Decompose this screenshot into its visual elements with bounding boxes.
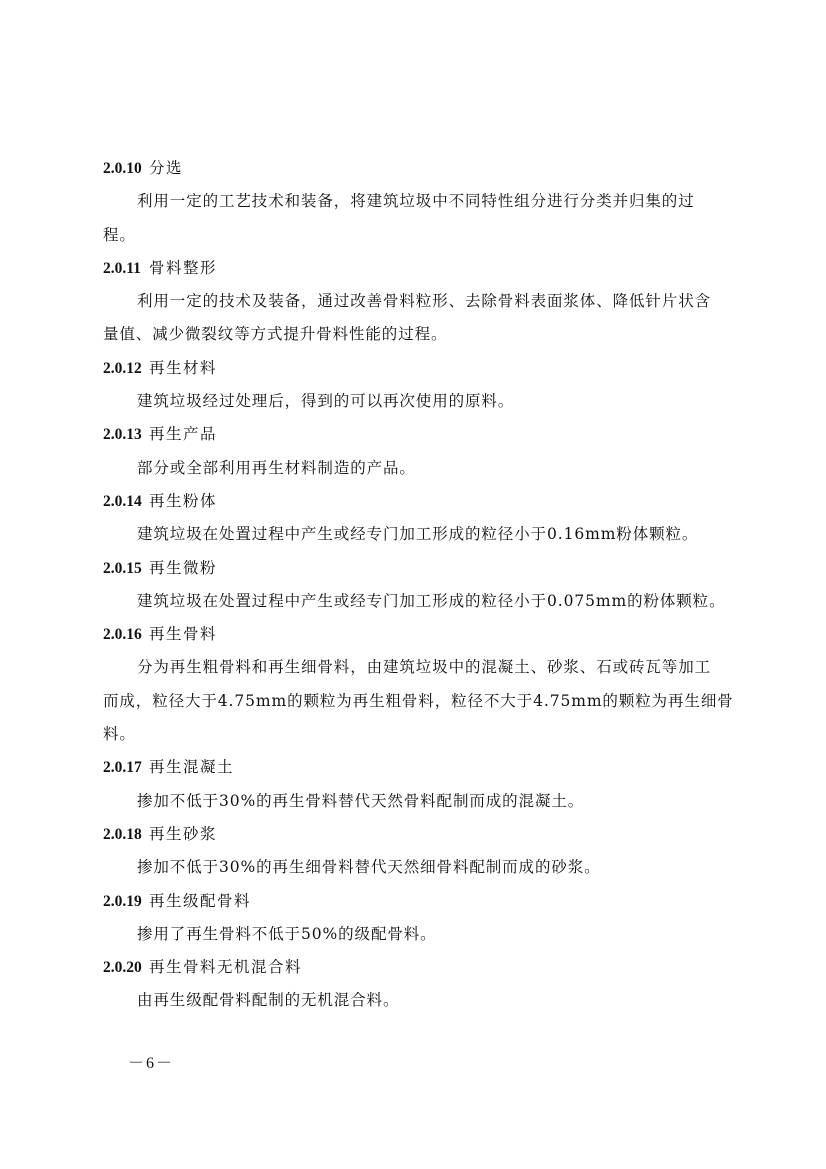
- term-heading: [103, 357, 719, 390]
- term-section: [103, 257, 719, 357]
- term-number: 2.0.19: [103, 892, 142, 910]
- term-title: 再生骨料无机混合料: [149, 958, 303, 977]
- term-title: 再生产品: [149, 425, 218, 444]
- term-number: 2.0.20: [103, 959, 142, 977]
- term-section: [103, 823, 719, 890]
- term-section: [103, 557, 726, 624]
- definition-line: 部分或全部利用再生材料制造的产品。: [137, 458, 416, 477]
- definition-line: 料。: [103, 725, 136, 744]
- definition-line: 建筑垃圾经过处理后，得到的可以再次使用的原料。: [137, 392, 515, 411]
- term-number: 2.0.14: [103, 492, 142, 510]
- term-title: 再生级配骨料: [149, 891, 252, 910]
- definition-line: 程。: [103, 225, 136, 244]
- definition-line: 掺加不低于30%的再生细骨料替代天然细骨料配制而成的砂浆。: [137, 858, 601, 877]
- term-heading: [103, 257, 719, 290]
- term-section: [103, 956, 719, 1023]
- document-body: [103, 157, 734, 1023]
- definition-line: 量值、减少微裂纹等方式提升骨料性能的过程。: [103, 325, 448, 344]
- definition-line: 由再生级配骨料配制的无机混合料。: [137, 991, 400, 1010]
- term-number: 2.0.10: [103, 160, 142, 177]
- definition-line: 而成，粒径大于4.75mm的颗粒为再生粗骨料，粒径不大于4.75mm的颗粒为再生细骨: [103, 691, 734, 710]
- term-section: [103, 357, 719, 424]
- term-title: 骨料整形: [149, 258, 218, 277]
- term-title: 再生砂浆: [149, 824, 218, 843]
- term-section: [103, 423, 719, 490]
- term-title: 再生混凝土: [149, 758, 235, 777]
- page-number: －6－: [128, 1055, 175, 1072]
- term-heading: [103, 557, 719, 590]
- term-section: [103, 756, 719, 823]
- term-heading: [103, 956, 719, 989]
- term-number: 2.0.12: [103, 359, 142, 377]
- term-section: [103, 623, 734, 756]
- term-heading: [103, 756, 719, 789]
- definition-line: 分为再生粗骨料和再生细骨料，由建筑垃圾中的混凝土、砂浆、石或砖瓦等加工: [137, 658, 712, 677]
- term-heading: [103, 423, 719, 456]
- term-heading: [103, 490, 719, 523]
- term-section: [103, 490, 719, 557]
- definition-line: 利用一定的技术及装备，通过改善骨料粒形、去除骨料表面浆体、降低针片状含: [137, 292, 712, 311]
- term-heading: [103, 623, 719, 656]
- term-number: 2.0.17: [103, 759, 142, 777]
- definition-line: 掺用了再生骨料不低于50%的级配骨料。: [137, 924, 437, 943]
- term-heading: [103, 823, 719, 856]
- term-heading: [103, 890, 719, 923]
- term-number: 2.0.18: [103, 825, 142, 843]
- definition-line: 掺加不低于30%的再生骨料替代天然骨料配制而成的混凝土。: [137, 791, 585, 810]
- term-title: 再生粉体: [149, 491, 218, 510]
- term-section: [103, 890, 719, 957]
- term-title: 再生骨料: [149, 625, 218, 644]
- term-number: 2.0.11: [103, 259, 141, 277]
- term-heading: [103, 157, 719, 190]
- term-title: 再生材料: [149, 358, 218, 377]
- term-title: 分选: [149, 159, 184, 177]
- term-title: 再生微粉: [149, 558, 218, 577]
- term-number: 2.0.13: [103, 426, 142, 444]
- term-section: [103, 157, 719, 257]
- term-number: 2.0.16: [103, 626, 142, 644]
- definition-line: 建筑垃圾在处置过程中产生或经专门加工形成的粒径小于0.075mm的粉体颗粒。: [137, 591, 726, 610]
- term-number: 2.0.15: [103, 559, 142, 577]
- definition-line: 利用一定的工艺技术和装备，将建筑垃圾中不同特性组分进行分类并归集的过: [137, 192, 695, 211]
- definition-line: 建筑垃圾在处置过程中产生或经专门加工形成的粒径小于0.16mm粉体颗粒。: [137, 525, 699, 544]
